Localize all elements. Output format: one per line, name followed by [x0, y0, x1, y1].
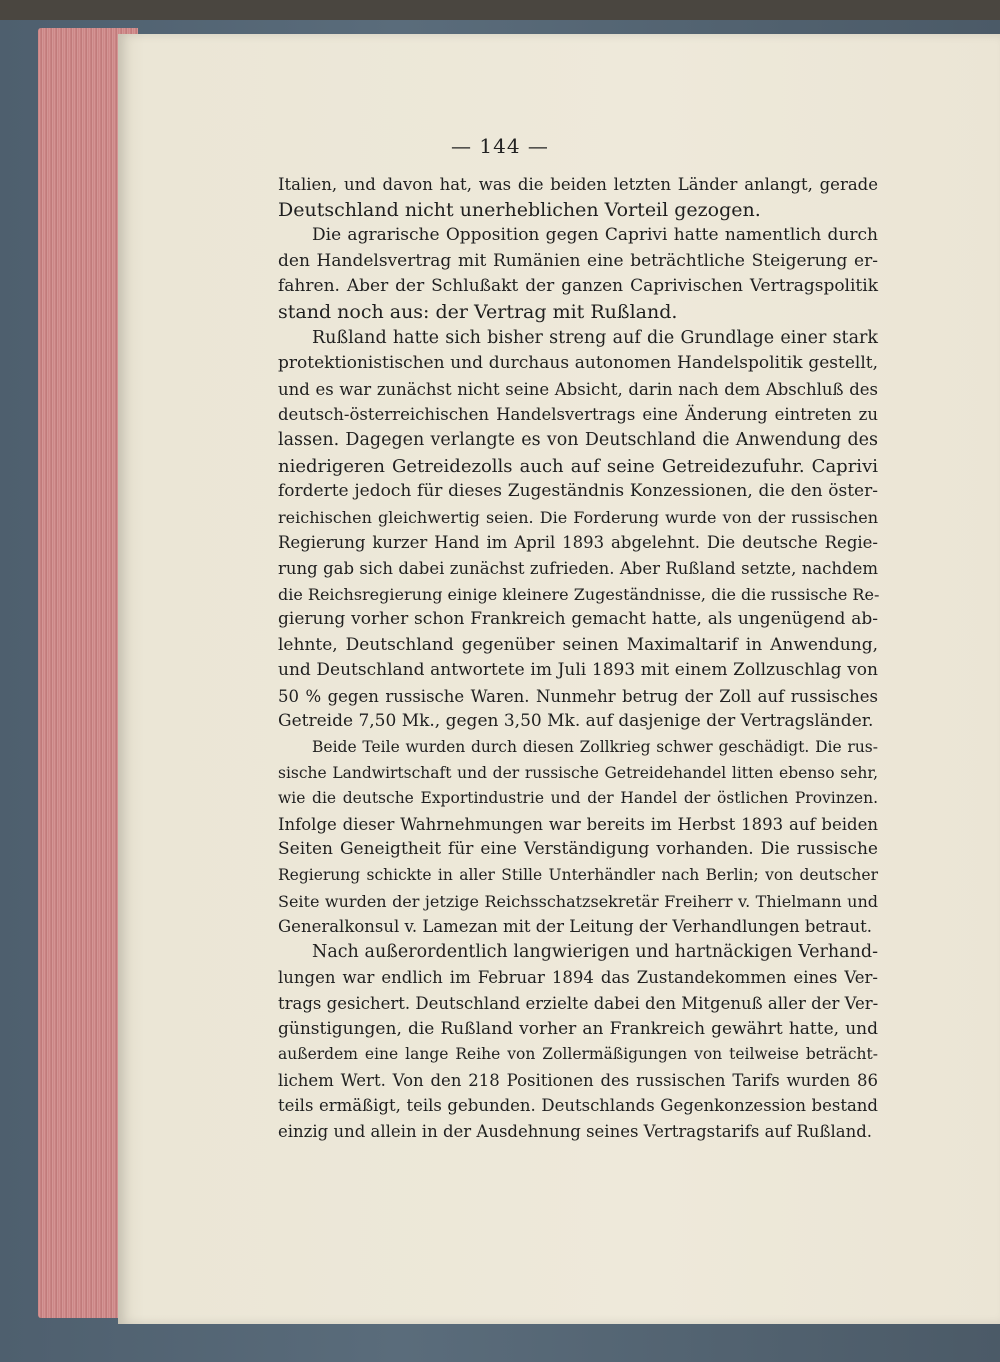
text-line: Beide Teile wurden durch diesen Zollkrieg schwer geschädigt. Die rus- [312, 738, 878, 757]
text-line: rung gab sich dabei zunächst zufrieden. Aber Rußland setzte, nachdem [278, 558, 878, 578]
text-line: die Reichsregierung einige kleinere Zugeständnisse, die die russische Re- [278, 584, 880, 604]
text-line: lungen war endlich im Februar 1894 das Zustandekommen eines Ver- [278, 968, 878, 988]
text-line: stand noch aus: der Vertrag mit Rußland. [278, 300, 678, 323]
text-line: Regierung kurzer Hand im April 1893 abgelehnt. Die deutsche Regie- [278, 533, 878, 553]
text-line: niedrigeren Getreidezolls auch auf seine Getreidezufuhr. Caprivi [278, 455, 878, 477]
text-line: Generalkonsul v. Lamezan mit der Leitung der Verhandlungen betraut. [278, 917, 872, 937]
text-line: lassen. Dagegen verlangte es von Deutschland die Anwendung des [278, 429, 878, 450]
text-line: den Handelsvertrag mit Rumänien eine beträchtliche Steigerung er- [278, 250, 878, 271]
text-line: Nach außerordentlich langwierigen und hartnäckigen Verhand- [312, 941, 878, 962]
text-line: außerdem eine lange Reihe von Zollermäßigungen von teilweise beträcht- [278, 1045, 878, 1064]
text-line: gierung vorher schon Frankreich gemacht hatte, als ungenügend ab- [278, 609, 878, 630]
text-line: günstigungen, die Rußland vorher an Frankreich gewährt hatte, und [278, 1018, 878, 1039]
text-line: Seite wurden der jetzige Reichsschatzsekretär Freiherr v. Thielmann und [278, 891, 878, 911]
text-line: Italien, und davon hat, was die beiden letzten Länder anlangt, gerade [278, 175, 878, 194]
text-line: teils ermäßigt, teils gebunden. Deutschlands Gegenkonzession bestand [278, 1096, 878, 1116]
text-line: wie die deutsche Exportindustrie und der Handel der östlichen Provinzen. [278, 789, 878, 808]
text-line: trags gesichert. Deutschland erzielte dabei den Mitgenuß aller der Ver- [278, 994, 879, 1013]
text-line: Seiten Geneigtheit für eine Verständigung vorhanden. Die russische [278, 839, 878, 860]
text-line: sische Landwirtschaft und der russische Getreidehandel litten ebenso sehr, [278, 763, 878, 782]
text-line: protektionistischen und durchaus autonomen Handelspolitik gestellt, [278, 353, 878, 374]
text-line: Deutschland nicht unerheblichen Vorteil gezogen. [278, 198, 761, 221]
text-line: und es war zunächst nicht seine Absicht, darin nach dem Abschluß des [278, 379, 878, 399]
text-line: Getreide 7,50 Mk., gegen 3,50 Mk. auf dasjenige der Vertragsländer. [278, 711, 874, 732]
text-line: Rußland hatte sich bisher streng auf die Grundlage einer stark [312, 327, 878, 348]
text-line: reichischen gleichwertig seien. Die Forderung wurde von der russischen [278, 507, 878, 527]
text-line: Die agrarische Opposition gegen Caprivi hatte namentlich durch [312, 225, 878, 246]
text-line: einzig und allein in der Ausdehnung seines Vertragstarifs auf Rußland. [278, 1121, 873, 1141]
body-text [278, 172, 878, 1145]
text-line: Regierung schickte in aller Stille Unterhändler nach Berlin; von deutscher [278, 866, 878, 885]
text-line: 50 % gegen russische Waren. Nunmehr betrug der Zoll auf russisches [278, 686, 878, 706]
text-line: Infolge dieser Wahrnehmungen war bereits im Herbst 1893 auf beiden [278, 814, 878, 834]
text-line: deutsch-österreichischen Handelsvertrags eine Änderung eintreten zu [278, 405, 878, 425]
text-line: lehnte, Deutschland gegenüber seinen Maximaltarif in Anwendung, [278, 634, 878, 655]
text-line: forderte jedoch für dieses Zugeständnis Konzessionen, die den öster- [278, 481, 878, 502]
page-number: — 144 — [451, 134, 549, 158]
text-line: und Deutschland antwortete im Juli 1893 mit einem Zollzuschlag von [278, 660, 878, 681]
text-line: lichem Wert. Von den 218 Positionen des russischen Tarifs wurden 86 [278, 1070, 878, 1090]
text-line: fahren. Aber der Schlußakt der ganzen Caprivischen Vertragspolitik [278, 276, 878, 297]
